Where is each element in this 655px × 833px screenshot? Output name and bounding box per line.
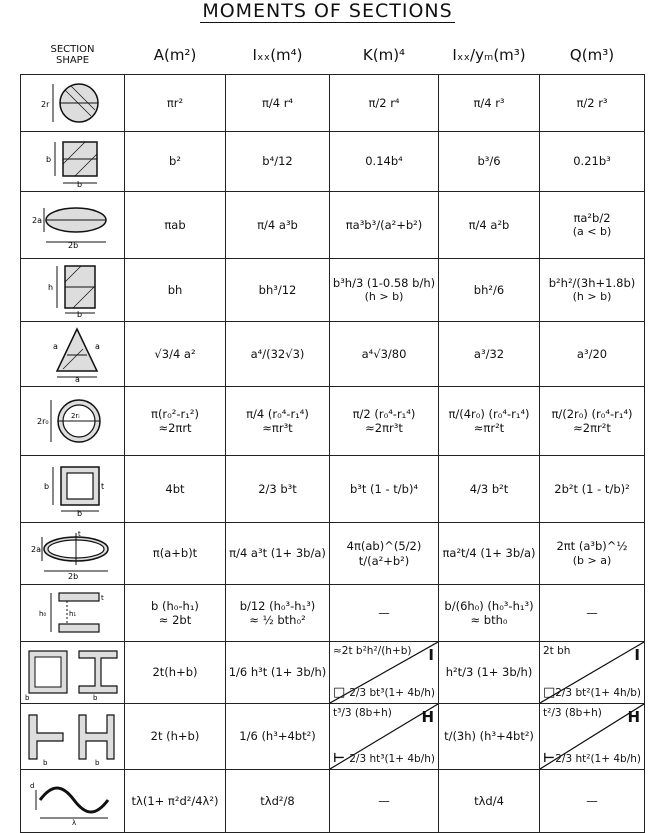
cell-ixx-ym: b/(6h₀) (h₀³-h₁³) ≈ bth₀ [439,585,540,642]
cell-ixx: 1/6 (h³+4bt²) [226,704,330,770]
table-row [21,642,645,704]
table-row [21,523,645,585]
svg-text:2rᵢ: 2rᵢ [70,412,80,420]
condition-note: (a < b) [572,225,612,239]
cell-ixx-ym: tλd/4 [439,770,540,833]
cell-q: a³/20 [540,322,645,387]
cell-area: 4bt [125,456,226,523]
table-row [21,704,645,770]
thin-wave-section-icon [30,776,116,826]
table-row [21,75,645,132]
cell-ixx: π/4 a³b [226,192,330,259]
box-section-mark: □ [333,684,346,700]
cell-ixx: tλd²/8 [226,770,330,833]
svg-text:a: a [94,342,100,351]
cell-ixx-ym: b³/6 [439,132,540,192]
condition-note: (b > a) [572,553,612,567]
cell-k: π/2 (r₀⁴-r₁⁴) ≈2πr³t [330,387,439,456]
hollow-ellipse-section-icon [30,527,116,581]
h-section-mark: H [627,708,640,726]
cell-area: π(a+b)t [125,523,226,585]
svg-text:t: t [100,482,104,491]
cell-ixx: π/4 (r₀⁴-r₁⁴) ≈πr³t [226,387,330,456]
table-row [21,456,645,523]
svg-text:λ: λ [71,819,76,826]
cell-ixx: bh³/12 [226,259,330,322]
cell-ixx: b⁴/12 [226,132,330,192]
ellipse-section-icon [30,200,116,250]
tee-section-formula: 2/3 ht²(1+ 4b/h) [555,752,641,765]
header-section-shape: SECTION SHAPE [50,43,95,66]
cell-area: 2t(h+b) [125,642,226,704]
i-section-mark: I [634,646,640,664]
page-title: MOMENTS OF SECTIONS [202,0,453,22]
cell-k: 4π(ab)^(5/2) t/(a²+b²) [330,523,439,585]
cell-area: b (h₀-h₁) ≈ 2bt [125,585,226,642]
channel-section-icon [33,588,113,638]
cell-ixx-ym: h²t/3 (1+ 3b/h) [439,642,540,704]
cell-ixx-ym: π/4 a²b [439,192,540,259]
cell-k: a⁴√3/80 [330,322,439,387]
cell-area: tλ(1+ π²d²/4λ²) [125,770,226,833]
svg-text:t: t [100,594,104,602]
triangle-section-icon [33,325,113,383]
svg-text:b: b [45,154,51,164]
i-section-mark: I [428,646,434,664]
table-row [21,322,645,387]
svg-text:2r₀: 2r₀ [36,417,49,426]
svg-text:h₁: h₁ [68,610,76,618]
svg-text:d: d [29,782,34,790]
cell-area: πab [125,192,226,259]
svg-text:b: b [95,758,100,767]
svg-text:a: a [74,375,80,383]
box-section-formula: 2/3 bt²(1+ 4h/b) [555,686,641,699]
condition-note: (h > b) [364,290,404,304]
header-row [21,36,645,75]
cell-ixx-ym: t/(3h) (h³+4bt²) [439,704,540,770]
svg-text:b: b [76,179,82,188]
svg-text:t: t [77,529,81,538]
cell-ixx: π/4 a³t (1+ 3b/a) [226,523,330,585]
cell-k: — [330,585,439,642]
cell-q: — [540,585,645,642]
svg-text:b: b [43,758,48,767]
cell-q: 2b²t (1 - t/b)² [540,456,645,523]
cell-k: b³h/3 (1-0.58 b/h) (h > b) [330,259,439,322]
cell-ixx-ym: π/4 r³ [439,75,540,132]
cell-q-split [540,704,645,770]
svg-text:a: a [52,342,58,351]
svg-text:2b: 2b [67,241,78,250]
cell-area: πr² [125,75,226,132]
cell-k: πa³b³/(a²+b²) [330,192,439,259]
box-and-i-section-icon [23,645,123,701]
condition-note: (h > b) [572,290,612,304]
square-section-icon [33,136,113,188]
cell-q: πa²b/2 (a < b) [540,192,645,259]
i-section-formula: 2t bh [543,645,571,657]
box-section-formula: 2/3 bt³(1+ 4b/h) [349,686,435,699]
h-section-mark: H [421,708,434,726]
cell-q: — [540,770,645,833]
hollow-circle-section-icon [33,392,113,450]
cell-q: 0.21b³ [540,132,645,192]
tee-section-formula: 2/3 ht³(1+ 4b/h) [349,752,435,765]
cell-k-split [330,704,439,770]
svg-text:b: b [76,509,82,517]
cell-ixx-ym: a³/32 [439,322,540,387]
svg-text:h: h [47,283,53,292]
table-row [21,770,645,833]
cell-area: √3/4 a² [125,322,226,387]
cell-ixx: 2/3 b³t [226,456,330,523]
table-row [21,132,645,192]
header-q: Q(m³) [569,46,615,64]
cell-k-split [330,642,439,704]
cell-q: π/2 r³ [540,75,645,132]
cell-k: — [330,770,439,833]
svg-text:b: b [93,693,98,701]
cell-ixx-ym: 4/3 b²t [439,456,540,523]
cell-area: π(r₀²-r₁²) ≈2πrt [125,387,226,456]
cell-ixx: 1/6 h³t (1+ 3b/h) [226,642,330,704]
cell-k: b³t (1 - t/b)⁴ [330,456,439,523]
header-ixx-ym: Iₓₓ/yₘ(m³) [452,46,526,64]
header-area: A(m²) [153,46,197,64]
svg-text:2b: 2b [67,571,78,581]
moments-table [20,36,645,833]
cell-ixx: b/12 (h₀³-h₁³) ≈ ½ bth₀² [226,585,330,642]
hollow-square-section-icon [33,461,113,517]
cell-k: 0.14b⁴ [330,132,439,192]
cell-area: b² [125,132,226,192]
h-section-formula: t³/3 (8b+h) [333,707,392,719]
cell-q: π/(2r₀) (r₀⁴-r₁⁴) ≈2πr²t [540,387,645,456]
table-row [21,585,645,642]
tee-section-mark: ⊢ [333,750,345,766]
cell-q: b²h²/(3h+1.8b) (h > b) [540,259,645,322]
box-section-mark: □ [543,684,556,700]
tee-and-h-section-icon [23,707,123,767]
cell-k: π/2 r⁴ [330,75,439,132]
cell-q: 2πt (a³b)^½ (b > a) [540,523,645,585]
h-section-formula: t²/3 (8b+h) [543,707,602,719]
header-ixx: Iₓₓ(m⁴) [252,46,303,64]
tee-section-mark: ⊢ [543,750,555,766]
table-row [21,387,645,456]
cell-area: bh [125,259,226,322]
svg-text:2r: 2r [40,100,49,109]
svg-text:b: b [25,693,30,701]
rectangle-section-icon [33,262,113,318]
table-row [21,192,645,259]
cell-ixx: a⁴/(32√3) [226,322,330,387]
cell-area: 2t (h+b) [125,704,226,770]
svg-text:b: b [76,310,82,318]
cell-ixx-ym: bh²/6 [439,259,540,322]
svg-text:2a: 2a [30,544,41,554]
table-row [21,259,645,322]
svg-text:2a: 2a [31,216,42,225]
svg-text:b: b [43,482,49,491]
cell-ixx-ym: π/(4r₀) (r₀⁴-r₁⁴) ≈πr²t [439,387,540,456]
i-section-formula: ≈2t b²h²/(h+b) [333,645,412,657]
cell-ixx-ym: πa²t/4 (1+ 3b/a) [439,523,540,585]
svg-text:h₀: h₀ [38,610,46,618]
header-k: K(m)⁴ [362,46,406,64]
circle-section-icon [33,78,113,128]
cell-q-split [540,642,645,704]
cell-ixx: π/4 r⁴ [226,75,330,132]
